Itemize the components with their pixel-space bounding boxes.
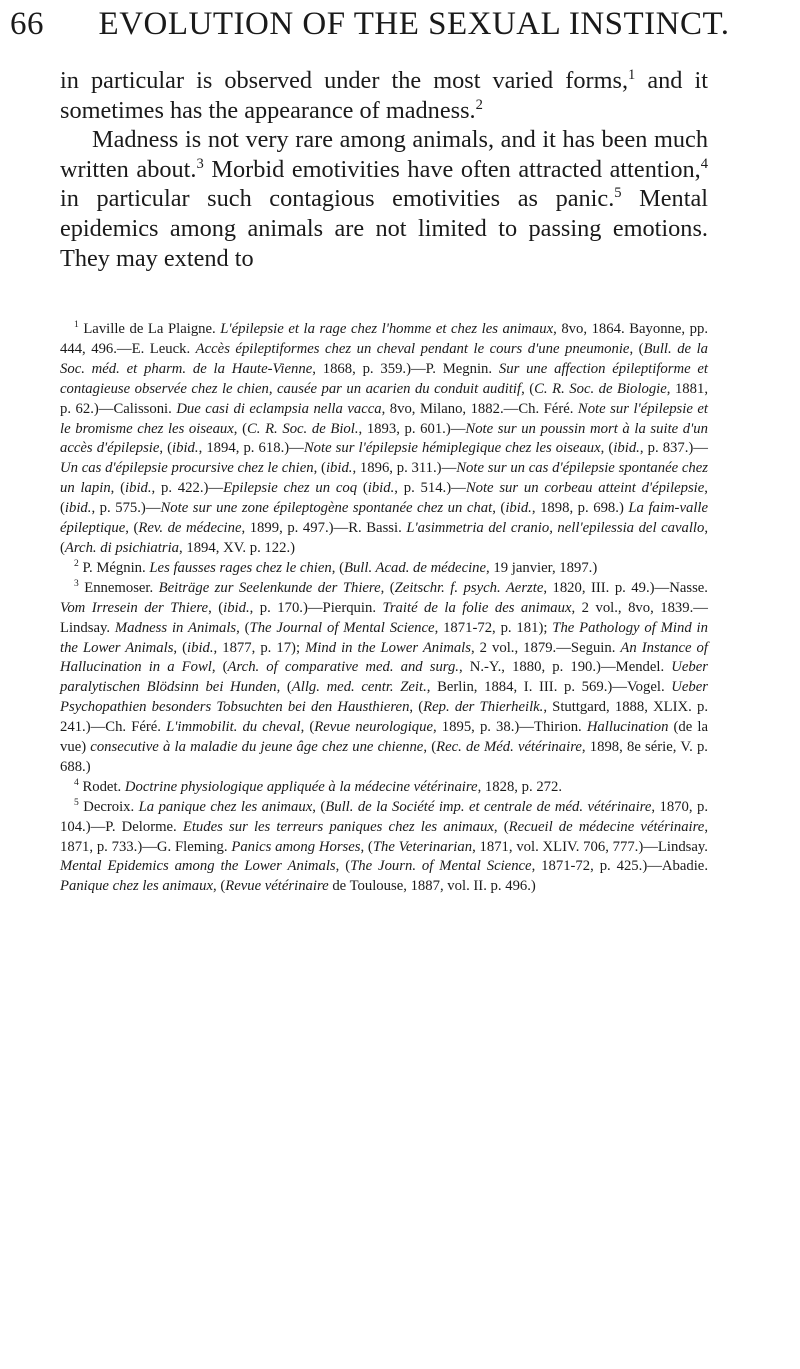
citation-title: Revue neurologique — [314, 719, 434, 736]
citation-text: , 1895, p. 38.)—Thirion. — [433, 719, 587, 736]
body-paragraph-2: Madness is not very rare among animals, and it has been much written about.$^3$ Morbid emotivities have often attracted attention,$^4$ in particular such contagious emotivities as panic.$^5$ Mental epidemics among animals are not limited to passing emotions. They may extend to — [60, 126, 709, 272]
citation-title: Traité de la folie des animaux — [382, 599, 572, 616]
citation-text: , ( — [60, 520, 708, 556]
citation-title: Note sur un corbeau atteint d'épilepsie — [465, 480, 705, 497]
citation-title: Sur une affection épileptiforme et contagieuse observée chez le chien, causée par un acarien du conduit auditif — [60, 360, 709, 397]
citation-text: , ( — [312, 798, 326, 815]
citation-text: , ( — [629, 340, 644, 357]
footnote-3 — [60, 579, 708, 778]
citation-text: , ( — [173, 639, 188, 656]
citation-title: Madness in Animals — [114, 619, 237, 636]
citation-title: ibid. — [64, 500, 92, 517]
citation-title: Note sur un cas d'épilepsie spontanée chez un lapin — [60, 460, 708, 497]
citation-text: , 1871-72, p. 181); — [434, 619, 553, 636]
body-paragraph-1: in particular is observed under the most varied forms,$^1$ and it sometimes has the appearance of madness.$^2$ — [60, 66, 708, 124]
citation-text: , 1899, p. 497.)—R. Bassi. — [241, 520, 407, 537]
page-number: 66 — [10, 6, 44, 42]
citation-title: An Instance of Hallucination in a Fowl — [60, 639, 708, 676]
citation-text: , 1894, XV. p. 122.) — [179, 539, 296, 556]
citation-text: , 1898, 8e série, V. p. 688.) — [60, 739, 708, 775]
citation-title: Due casi di eclampsia nella vacca — [176, 400, 382, 417]
citation-title: Rev. de médecine — [138, 520, 242, 537]
citation-title: ibid. — [505, 500, 532, 517]
citation-title: Recueil de médecine vétérinaire — [508, 818, 705, 835]
footnote-4 — [60, 778, 708, 798]
footnote-mark: 1 — [74, 319, 79, 331]
citation-text: , ( — [493, 818, 509, 835]
citation-text: , ( — [492, 500, 506, 517]
citation-text: , ( — [159, 440, 173, 457]
citation-text: , 1870, p. 104.)—P. Delorme. — [60, 798, 708, 835]
citation-title: Epilepsie chez un coq — [223, 480, 358, 497]
citation-text: de Toulouse, 1887, vol. II. p. 496.) — [328, 878, 536, 895]
citation-title: The Journal of Mental Science — [249, 619, 435, 636]
citation-title: Les fausses rages chez le chien — [149, 559, 332, 576]
citation-text: , ( — [521, 380, 535, 397]
citation-title: Revue vétérinaire — [225, 878, 329, 895]
citation-text: , Stuttgard, 1888, XLIX. p. 241.)—Ch. Féré. — [60, 699, 708, 736]
footnote-ref-1[interactable]: 1 — [628, 66, 636, 83]
citation-title: La panique chez les animaux — [138, 798, 313, 815]
citation-text: , 1828, p. 272. — [477, 778, 563, 795]
citation-text: , 8vo, 1864. Bayonne, pp. 444, 496.—E. Leuck. — [60, 321, 708, 357]
footnote-ref-2[interactable]: 2 — [475, 96, 483, 113]
citation-text: , 2 vol., 1879.—Seguin. — [470, 639, 621, 656]
citation-title: Arch. of comparative med. and surg. — [227, 659, 459, 676]
citation-text: , p. 170.)—Pierquin. — [249, 599, 383, 616]
citation-title: The Journ. of Mental Science — [350, 858, 532, 875]
citation-text: , ( — [423, 739, 437, 756]
citation-text: ( — [357, 480, 368, 497]
citation-text: P. Mégnin. — [78, 559, 150, 576]
footnote-mark: 3 — [74, 577, 79, 589]
footnote-1 — [60, 320, 708, 559]
citation-text: , ( — [236, 619, 250, 636]
citation-title: Note sur une zone épileptogène spontanée chez un chat — [160, 500, 493, 517]
citation-text: , p. 514.)— — [394, 480, 466, 497]
citation-text: , 2 vol., 8vo, 1839.—Lindsay. — [60, 599, 708, 636]
footnote-mark: 4 — [74, 776, 79, 788]
footnote-ref-4[interactable]: 4 — [700, 155, 709, 172]
citation-text: , Berlin, 1884, I. III. p. 569.)—Vogel. — [426, 679, 672, 696]
citation-text: , 1877, p. 17); — [213, 639, 306, 656]
citation-title: Ueber Psychopathien besonders Tobsuchten bei den Hausthieren — [60, 679, 708, 716]
footnote-mark: 5 — [74, 796, 79, 808]
citation-text: , ( — [211, 659, 228, 676]
citation-title: Bull. de la Société imp. et centrale de méd. vétérinaire — [325, 798, 652, 815]
citation-title: consecutive à la maladie du jeune âge chez une chienne — [90, 739, 424, 756]
citation-text: , ( — [110, 480, 126, 497]
citation-text: Laville de La Plaigne. — [78, 321, 221, 337]
citation-title: Arch. di psichiatria — [64, 539, 179, 556]
citation-text: , 8vo, Milano, 1882.—Ch. Féré. — [381, 400, 578, 417]
citation-title: Rec. de Méd. vétérinaire — [436, 739, 582, 756]
citation-text: , N.-Y., 1880, p. 190.)—Mendel. — [458, 659, 672, 676]
citation-title: La faim-valle épileptique — [60, 500, 708, 537]
citation-title: Etudes sur les terreurs paniques chez les animaux — [182, 818, 494, 835]
footnote-mark: 2 — [74, 557, 79, 569]
citation-text: , 1871, vol. XLIV. 706, 777.)—Lindsay. — [472, 838, 708, 855]
citation-text: , 1868, p. 359.)—P. Megnin. — [312, 360, 499, 377]
footnote-2 — [60, 559, 708, 579]
citation-text: (de la vue) — [60, 719, 708, 756]
citation-text: , ( — [331, 559, 344, 576]
citation-text: , 1893, p. 601.)— — [358, 420, 466, 437]
citation-title: Note sur l'épilepsie hémiplegique chez les oiseaux — [303, 440, 601, 457]
citation-text: , 19 janvier, 1897.) — [486, 559, 598, 576]
citation-text: , ( — [335, 858, 351, 875]
citation-title: Mental Epidemics among the Lower Animals — [60, 858, 336, 875]
citation-text: , 1894, p. 618.)— — [198, 440, 304, 457]
citation-title: ibid. — [187, 639, 214, 656]
citation-text: , 1898, p. 698.) — [531, 500, 629, 517]
citation-text: , 1820, III. p. 49.)—Nasse. — [543, 579, 708, 596]
citation-text: , ( — [212, 878, 226, 895]
citation-title: The Veterinarian — [372, 838, 473, 855]
citation-title: Bull. Acad. de médecine — [343, 559, 487, 576]
citation-text: , ( — [600, 440, 614, 457]
citation-title: Mind in the Lower Animals — [305, 639, 471, 656]
citation-title: Allg. med. centr. Zeit. — [291, 679, 427, 696]
footnote-ref-5[interactable]: 5 — [614, 185, 622, 202]
footnote-5 — [60, 798, 708, 898]
citation-title: Beiträge zur Seelenkunde der Thiere — [158, 579, 381, 596]
citation-text: , ( — [300, 719, 315, 736]
citation-title: L'asimmetria del cranio, nell'epilessia del cavallo — [406, 520, 705, 537]
citation-title: ibid. — [613, 440, 640, 457]
citation-title: Panics among Horses — [231, 838, 361, 855]
running-head — [10, 6, 786, 43]
citation-title: L'épilepsie et la rage chez l'homme et chez les animaux — [220, 321, 554, 337]
citation-title: Un cas d'épilepsie procursive chez le chien — [60, 460, 314, 477]
citation-text: , 1881, p. 62.)—Calissoni. — [60, 380, 708, 417]
citation-text: , ( — [409, 699, 424, 716]
citation-text: , ( — [313, 460, 326, 477]
citation-title: Doctrine physiologique appliquée à la médecine vétérinaire — [124, 778, 478, 795]
citation-text: , p. 837.)— — [639, 440, 708, 457]
citation-title: Zeitschr. f. psych. Aerzte — [394, 579, 544, 596]
footnote-ref-3[interactable]: 3 — [196, 155, 204, 172]
citation-title: C. R. Soc. de Biol. — [246, 420, 359, 437]
citation-title: Ueber paralytischen Blödsinn bei Hunden — [60, 659, 708, 696]
citation-title: Panique chez les animaux — [60, 878, 213, 895]
citation-text: Ennemoser. — [78, 579, 159, 596]
citation-text: , 1871, p. 733.)—G. Fleming. — [60, 818, 708, 855]
citation-text: , 1871-72, p. 425.)—Abadie. — [531, 858, 708, 875]
citation-text: Rodet. — [78, 778, 125, 795]
citation-title: C. R. Soc. de Biologie — [534, 380, 667, 397]
citation-text: , p. 575.)— — [91, 500, 161, 517]
citation-title: Note sur un poussin mort à la suite d'un accès d'épilepsie — [60, 420, 708, 457]
citation-text: Decroix. — [78, 798, 139, 815]
citation-title: ibid. — [125, 480, 152, 497]
citation-title: Vom Irresein der Thiere — [60, 599, 209, 616]
citation-title: ibid. — [325, 460, 353, 477]
citation-title: Rep. der Thierheilk. — [423, 699, 544, 716]
citation-text: , ( — [60, 480, 708, 517]
citation-title: ibid. — [172, 440, 199, 457]
citation-title: ibid. — [223, 599, 250, 616]
citation-title: Bull. de la Soc. méd. et pharm. de la Haute-Vienne — [60, 340, 709, 377]
citation-text: , ( — [276, 679, 292, 696]
citation-title: Note sur l'épilepsie et le bromisme chez les oiseaux — [60, 400, 708, 437]
citation-text: , ( — [233, 420, 247, 437]
citation-title: The Pathology of Mind in the Lower Animals — [60, 619, 708, 656]
citation-title: L'immobilit. du cheval — [166, 719, 301, 736]
citation-text: , ( — [125, 520, 139, 537]
body-text — [60, 66, 708, 273]
citation-title: Hallucination — [586, 719, 669, 736]
citation-text: , p. 422.)— — [151, 480, 224, 497]
citation-text: , ( — [208, 599, 224, 616]
footnotes — [60, 320, 708, 897]
citation-title: Accès épileptiformes chez un cheval pendant le cours d'une pneumonie — [195, 340, 630, 357]
citation-text: , ( — [360, 838, 373, 855]
running-title: EVOLUTION OF THE SEXUAL INSTINCT. — [98, 6, 730, 42]
citation-text: , 1896, p. 311.)— — [352, 460, 457, 477]
citation-text: , ( — [380, 579, 395, 596]
citation-title: ibid. — [367, 480, 395, 497]
